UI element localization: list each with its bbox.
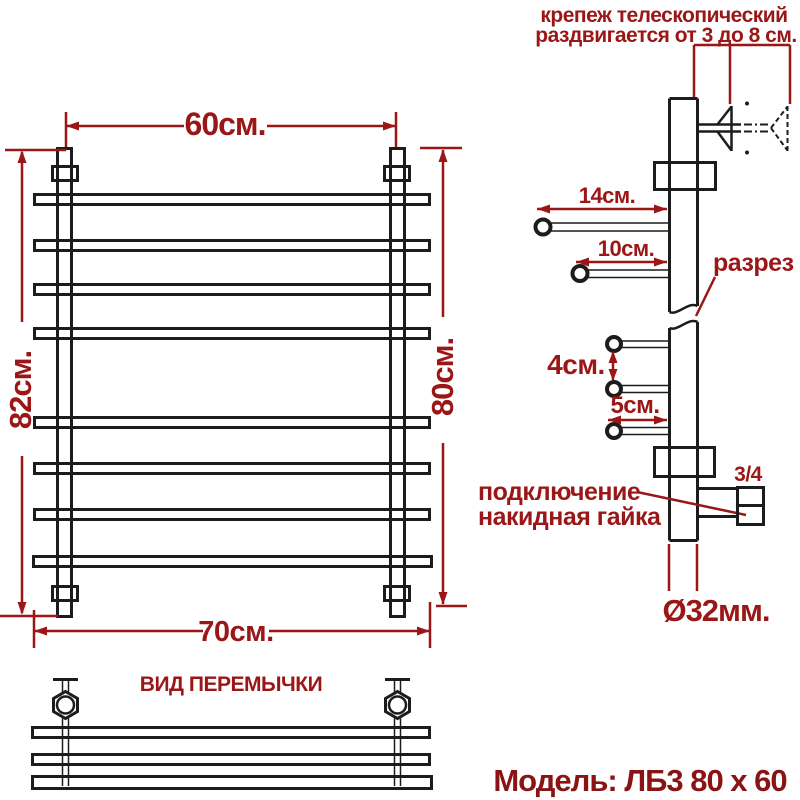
dim-left-label: 82см. <box>3 350 38 430</box>
dim-5cm-label: 5см. <box>610 392 660 419</box>
model-label: Модель: ЛБ3 80 х 60 <box>493 763 787 798</box>
dim-14cm-label: 14см. <box>578 183 636 208</box>
front-wall-brackets <box>53 167 410 601</box>
dim-4cm-label: 4см. <box>547 349 605 380</box>
dim-right-label: 80см. <box>425 337 460 417</box>
pipe-diameter-callout <box>662 544 769 628</box>
dimension-right-80 <box>420 148 467 606</box>
dim-top-label: 60см. <box>184 106 266 142</box>
crossbar-left-fitting <box>53 680 78 787</box>
crossbar-right-fitting <box>385 680 410 787</box>
connection-callout <box>478 478 746 531</box>
crossbar-bars <box>33 728 432 789</box>
bracket-note-line2: раздвигается от 3 до 8 см. <box>535 24 797 47</box>
union-nut-fitting <box>698 463 764 525</box>
telescopic-bracket-assembly <box>698 102 788 155</box>
dim-10cm-label: 10см. <box>597 236 655 261</box>
crossbar-view-title: ВИД ПЕРЕМЫЧКИ <box>139 673 323 696</box>
section-label: разрез <box>713 249 794 277</box>
side-post-pipe <box>670 99 698 541</box>
pipe-diameter-label: Ø32мм. <box>662 593 770 628</box>
dim-bottom-label: 70см. <box>198 616 274 648</box>
connection-label-line2: накидная гайка <box>478 503 661 531</box>
connection-label-line1: подключение <box>478 478 641 506</box>
dimension-bottom-70 <box>34 602 430 648</box>
dimension-4cm <box>547 349 617 381</box>
dimension-top-60 <box>66 106 396 147</box>
dimension-5cm <box>608 392 667 425</box>
front-rungs <box>34 195 432 567</box>
front-posts <box>58 149 405 617</box>
bracket-note-line1: крепеж телескопический <box>540 4 788 27</box>
dimension-10cm <box>576 236 667 267</box>
front-view-drawing <box>0 106 467 648</box>
thread-size-label: 3/4 <box>734 463 762 486</box>
telescopic-bracket-note <box>535 4 796 104</box>
crossbar-view-drawing <box>33 673 432 789</box>
dimension-14cm <box>537 183 667 214</box>
side-view-drawing <box>478 4 797 628</box>
section-callout <box>696 249 794 316</box>
